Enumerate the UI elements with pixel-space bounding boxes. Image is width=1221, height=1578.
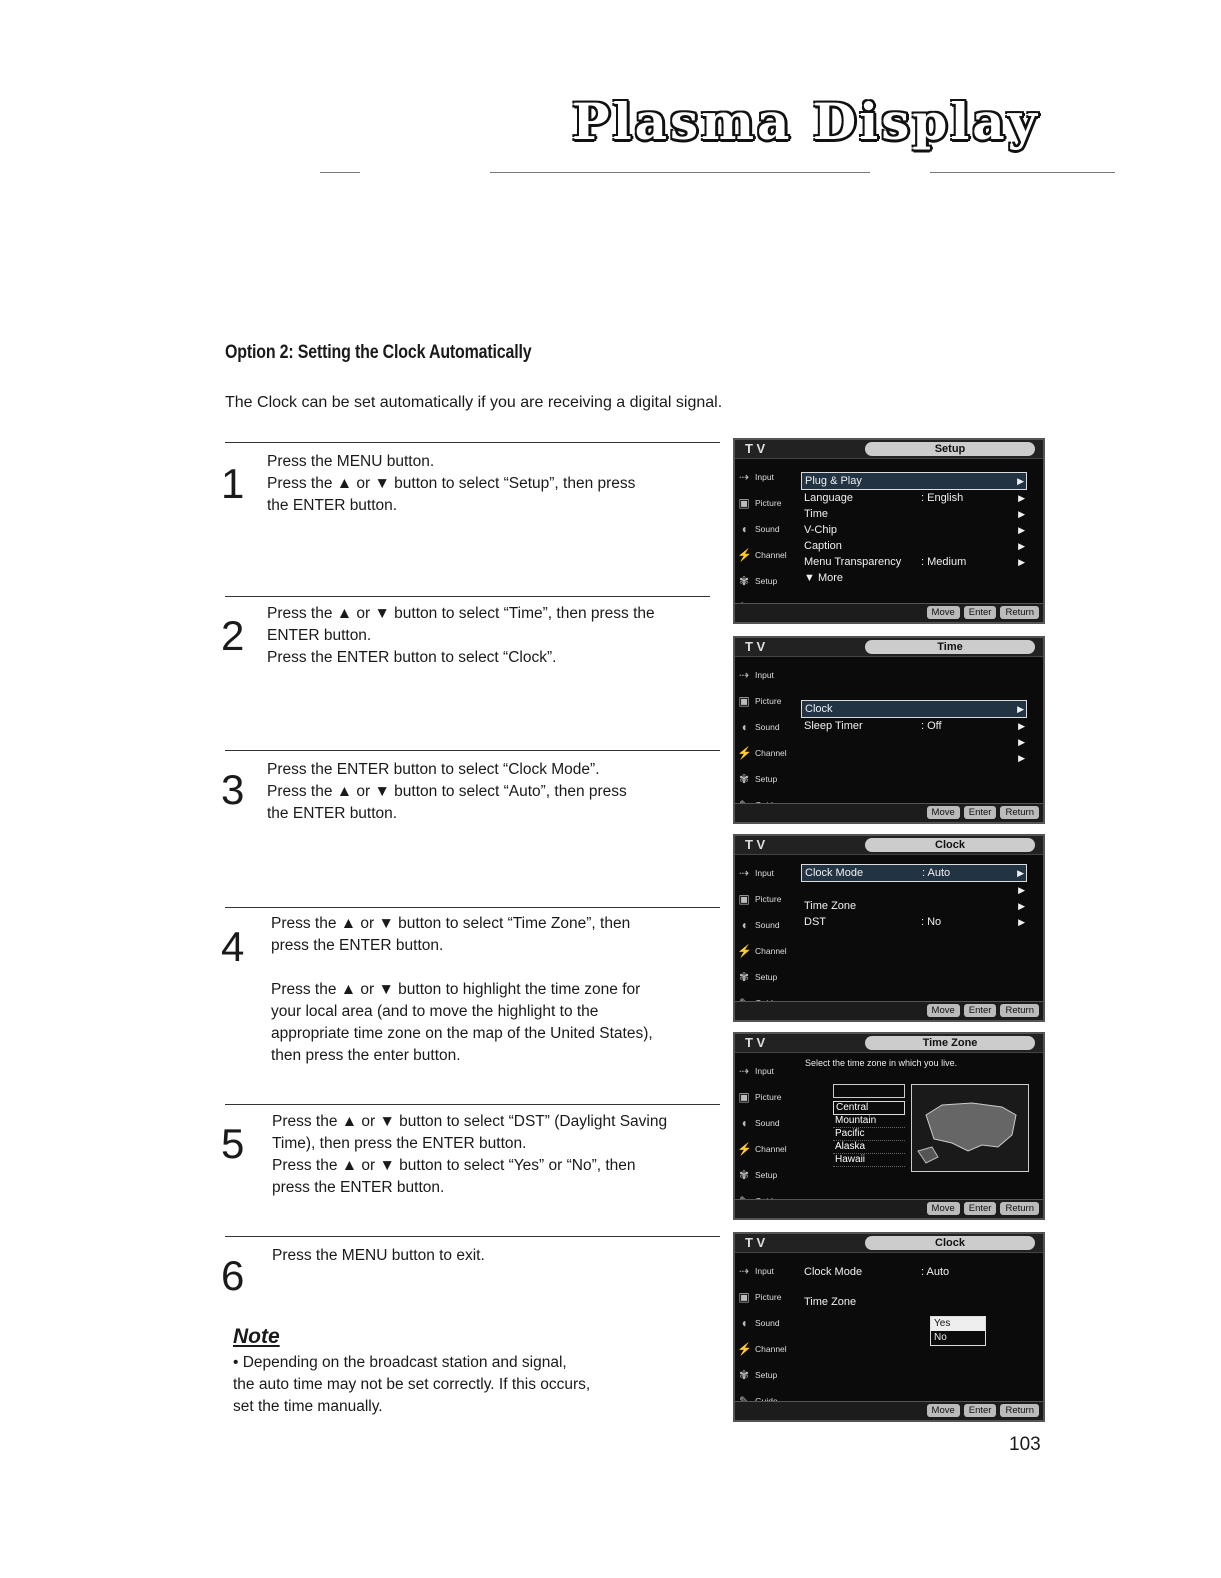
step-line: then press the enter button. xyxy=(271,1047,461,1064)
sidebar-item-channel: ⚡ Channel xyxy=(737,1342,787,1356)
time-zone-item: Pacific xyxy=(833,1128,905,1141)
menu-row: Clock ▶ xyxy=(801,700,1027,718)
picture-icon: ▣ xyxy=(738,892,750,906)
time-zone-item: Central xyxy=(833,1101,905,1115)
step-number: 2 xyxy=(221,612,245,659)
screen-title-bar xyxy=(735,638,1043,657)
input-icon: ⇢ xyxy=(738,1064,750,1078)
sidebar-item-sound: ◖ Sound xyxy=(737,516,799,542)
step-number: 4 xyxy=(221,923,245,970)
screen-title-bar xyxy=(735,1034,1043,1053)
input-icon: ⇢ xyxy=(738,866,750,880)
setup-icon: ✾ xyxy=(738,970,750,984)
menu-name: Clock xyxy=(865,838,1035,852)
screen-nav-bar xyxy=(735,803,1043,822)
sidebar-item-setup: ✾ Setup xyxy=(738,970,778,984)
us-map-icon xyxy=(912,1085,1028,1171)
move-hint: Move xyxy=(927,606,960,619)
screen-nav-bar xyxy=(735,1401,1043,1420)
step-line: Press the ▲ or ▼ button to select “DST” (Daylight Saving xyxy=(272,1113,668,1130)
return-hint: Return xyxy=(1000,1404,1039,1417)
step-number: 5 xyxy=(221,1120,245,1167)
us-map xyxy=(911,1084,1029,1172)
note-line: • Depending on the broadcast station and signal, xyxy=(233,1354,567,1371)
note-line: set the time manually. xyxy=(233,1398,383,1415)
step-3 xyxy=(221,750,720,822)
sound-icon: ◖ xyxy=(740,720,748,734)
arrow-right-icon: ▶ xyxy=(1018,493,1025,503)
arrow-right-icon: ▶ xyxy=(1017,868,1024,878)
sidebar-item-picture: ▣ Picture xyxy=(738,892,782,906)
step-line: Press the ▲ or ▼ button to select “Time”, then press the xyxy=(267,605,655,622)
step-6 xyxy=(221,1236,720,1299)
menu-items xyxy=(801,472,1027,586)
screen-nav-bar xyxy=(735,603,1043,622)
screen-sidebar xyxy=(737,860,799,1016)
picture-icon: ▣ xyxy=(738,496,750,510)
screen-sidebar xyxy=(737,662,799,818)
step-line: the ENTER button. xyxy=(267,805,398,822)
setup-icon: ✾ xyxy=(738,574,750,588)
menu-row: Plug & Play ▶ xyxy=(801,472,1027,490)
enter-hint: Enter xyxy=(964,606,997,619)
menu-items xyxy=(801,1264,1027,1310)
step-line: Press the ENTER button to select “Clock Mode”. xyxy=(267,761,600,778)
dst-option-box xyxy=(930,1316,986,1346)
step-line: Press the ▲ or ▼ button to select “Yes” or “No”, then xyxy=(272,1157,636,1174)
sound-icon: ◖ xyxy=(740,1116,748,1130)
sidebar-item-input: ⇢ Input xyxy=(738,866,774,880)
dst-option: Yes xyxy=(931,1317,985,1331)
return-hint: Return xyxy=(1000,606,1039,619)
menu-name: Setup xyxy=(865,442,1035,456)
sidebar-item-channel: ⚡ Channel xyxy=(737,746,787,760)
step-5 xyxy=(221,1104,720,1196)
picture-icon: ▣ xyxy=(738,694,750,708)
sidebar-item-sound: ◖ Sound xyxy=(737,912,799,938)
menu-row xyxy=(801,882,1027,898)
sidebar-item-setup: ✾ Setup xyxy=(738,1368,778,1382)
sidebar-item-picture: ▣ Picture xyxy=(738,1290,782,1304)
menu-row: Clock Mode : Auto ▶ xyxy=(801,864,1027,882)
move-hint: Move xyxy=(927,1202,960,1215)
dst-option: No xyxy=(934,1332,947,1343)
menu-items xyxy=(801,700,1027,766)
channel-icon: ⚡ xyxy=(737,548,752,562)
intro-text: The Clock can be set automatically if you are receiving a digital signal. xyxy=(225,394,723,411)
screen-title-bar xyxy=(735,836,1043,855)
menu-name: Time xyxy=(865,640,1035,654)
step-number: 3 xyxy=(221,766,245,813)
step-line: press the ENTER button. xyxy=(271,937,444,954)
arrow-right-icon: ▶ xyxy=(1018,753,1025,763)
return-hint: Return xyxy=(1000,1202,1039,1215)
enter-hint: Enter xyxy=(964,806,997,819)
sidebar-item-setup: ✾ Setup xyxy=(738,1168,778,1182)
enter-hint: Enter xyxy=(964,1202,997,1215)
step-line: the ENTER button. xyxy=(267,497,398,514)
setup-icon: ✾ xyxy=(738,1168,750,1182)
banner-title: Plasma Display xyxy=(572,92,1040,151)
section-heading: Option 2: Setting the Clock Automatically xyxy=(225,342,532,363)
tv-label: T V xyxy=(745,837,766,852)
return-hint: Return xyxy=(1000,806,1039,819)
page-banner xyxy=(460,92,1120,182)
screen-sidebar xyxy=(737,464,799,620)
menu-row: Time Zone ▶ xyxy=(804,900,1025,912)
menu-row: Clock Mode : Auto xyxy=(804,1266,950,1278)
step-line: Press the ▲ or ▼ button to select “Time Zone”, then xyxy=(271,915,631,932)
sidebar-item-input: ⇢ Input xyxy=(738,1064,774,1078)
step-line: Press the MENU button. xyxy=(267,453,435,470)
screen-sidebar xyxy=(737,1058,799,1214)
step-line: appropriate time zone on the map of the United States), xyxy=(271,1025,653,1042)
step-line: Press the MENU button to exit. xyxy=(272,1247,485,1264)
tv-screen-time xyxy=(733,636,1045,824)
tv-screen-setup xyxy=(733,438,1045,624)
sound-icon: ◖ xyxy=(740,1316,748,1330)
note-title: Note xyxy=(233,1325,280,1348)
tv-screen-dst xyxy=(733,1232,1045,1422)
sidebar-item-picture: ▣ Picture xyxy=(738,694,782,708)
channel-icon: ⚡ xyxy=(737,944,752,958)
screen-sidebar xyxy=(737,1258,799,1414)
step-2 xyxy=(221,596,710,666)
enter-hint: Enter xyxy=(964,1004,997,1017)
menu-row: ▼ More xyxy=(804,572,844,584)
step-line: Press the ▲ or ▼ button to select “Setup”, then press xyxy=(267,475,636,492)
screen-title-bar xyxy=(735,440,1043,459)
tv-label: T V xyxy=(745,441,766,456)
return-hint: Return xyxy=(1000,1004,1039,1017)
sidebar-item-sound: ◖ Sound xyxy=(737,714,799,740)
sidebar-item-setup: ✾ Setup xyxy=(738,772,778,786)
banner-rule xyxy=(320,172,360,173)
step-number: 6 xyxy=(221,1252,245,1299)
arrow-right-icon: ▶ xyxy=(1018,737,1025,747)
page-number: 103 xyxy=(1009,1434,1041,1455)
arrow-right-icon: ▶ xyxy=(1018,557,1025,567)
menu-row: DST : No ▶ xyxy=(804,916,1025,928)
note-line: the auto time may not be set correctly. If this occurs, xyxy=(233,1376,591,1393)
enter-hint: Enter xyxy=(964,1404,997,1417)
setup-icon: ✾ xyxy=(738,772,750,786)
menu-items xyxy=(801,864,1027,930)
banner-rule xyxy=(930,172,1115,173)
channel-icon: ⚡ xyxy=(737,746,752,760)
step-number: 1 xyxy=(221,460,245,507)
arrow-right-icon: ▶ xyxy=(1017,476,1024,486)
screen-nav-bar xyxy=(735,1199,1043,1218)
sidebar-item-picture: ▣ Picture xyxy=(738,1090,782,1104)
sidebar-item-channel: ⚡ Channel xyxy=(737,548,787,562)
sidebar-item-channel: ⚡ Channel xyxy=(737,1142,787,1156)
banner-rule xyxy=(490,172,870,173)
menu-row: Menu Transparency : Medium ▶ xyxy=(804,556,1025,568)
arrow-right-icon: ▶ xyxy=(1018,541,1025,551)
tv-label: T V xyxy=(745,639,766,654)
input-icon: ⇢ xyxy=(738,470,750,484)
menu-row: V-Chip ▶ xyxy=(804,524,1025,536)
move-hint: Move xyxy=(927,1404,960,1417)
step-line: your local area (and to move the highlight to the xyxy=(271,1003,599,1020)
time-zone-item: Mountain xyxy=(833,1115,905,1128)
step-4 xyxy=(221,907,720,1064)
menu-row: Sleep Timer : Off ▶ xyxy=(804,720,1025,732)
sidebar-item-input: ⇢ Input xyxy=(738,1264,774,1278)
step-1 xyxy=(221,442,720,514)
step-paragraph xyxy=(271,979,653,1067)
sound-icon: ◖ xyxy=(740,918,748,932)
menu-name: Clock xyxy=(865,1236,1035,1250)
picture-icon: ▣ xyxy=(738,1090,750,1104)
tv-screen-clock xyxy=(733,834,1045,1022)
sound-icon: ◖ xyxy=(740,522,748,536)
tv-label: T V xyxy=(745,1035,766,1050)
input-icon: ⇢ xyxy=(738,1264,750,1278)
sidebar-item-input: ⇢ Input xyxy=(738,668,774,682)
sidebar-item-picture: ▣ Picture xyxy=(738,496,782,510)
move-hint: Move xyxy=(927,1004,960,1017)
menu-name: Time Zone xyxy=(865,1036,1035,1050)
move-hint: Move xyxy=(927,806,960,819)
menu-row: Language : English ▶ xyxy=(804,492,1025,504)
menu-row xyxy=(801,750,1027,766)
arrow-right-icon: ▶ xyxy=(1018,901,1025,911)
menu-row: Caption ▶ xyxy=(804,540,1025,552)
channel-icon: ⚡ xyxy=(737,1342,752,1356)
input-icon: ⇢ xyxy=(738,668,750,682)
time-zone-item: Hawaii xyxy=(833,1154,905,1167)
arrow-right-icon: ▶ xyxy=(1018,525,1025,535)
menu-row: Time Zone xyxy=(804,1296,857,1308)
time-zone-message: Select the time zone in which you live. xyxy=(805,1058,958,1068)
step-line: press the ENTER button. xyxy=(272,1179,445,1196)
note-body xyxy=(233,1352,590,1418)
menu-row xyxy=(801,734,1027,750)
arrow-right-icon: ▶ xyxy=(1017,704,1024,714)
arrow-right-icon: ▶ xyxy=(1018,721,1025,731)
time-zone-list xyxy=(833,1084,905,1167)
sidebar-item-input: ⇢ Input xyxy=(738,470,774,484)
tv-label: T V xyxy=(745,1235,766,1250)
sidebar-item-sound: ◖ Sound xyxy=(737,1110,799,1136)
step-line: Press the ENTER button to select “Clock”. xyxy=(267,649,557,666)
time-zone-item: Alaska xyxy=(833,1141,905,1154)
screen-title-bar xyxy=(735,1234,1043,1253)
step-line: Press the ▲ or ▼ button to highlight the time zone for xyxy=(271,981,641,998)
menu-row: Time ▶ xyxy=(804,508,1025,520)
channel-icon: ⚡ xyxy=(737,1142,752,1156)
screen-nav-bar xyxy=(735,1001,1043,1020)
tv-screen-time-zone xyxy=(733,1032,1045,1220)
sidebar-item-setup: ✾ Setup xyxy=(738,574,778,588)
arrow-right-icon: ▶ xyxy=(1018,885,1025,895)
step-line: ENTER button. xyxy=(267,627,372,644)
arrow-right-icon: ▶ xyxy=(1018,509,1025,519)
setup-icon: ✾ xyxy=(738,1368,750,1382)
time-zone-blank xyxy=(833,1084,905,1098)
step-line: Time), then press the ENTER button. xyxy=(272,1135,527,1152)
sidebar-item-sound: ◖ Sound xyxy=(737,1310,799,1336)
sidebar-item-channel: ⚡ Channel xyxy=(737,944,787,958)
step-line: Press the ▲ or ▼ button to select “Auto”, then press xyxy=(267,783,627,800)
arrow-right-icon: ▶ xyxy=(1018,917,1025,927)
picture-icon: ▣ xyxy=(738,1290,750,1304)
